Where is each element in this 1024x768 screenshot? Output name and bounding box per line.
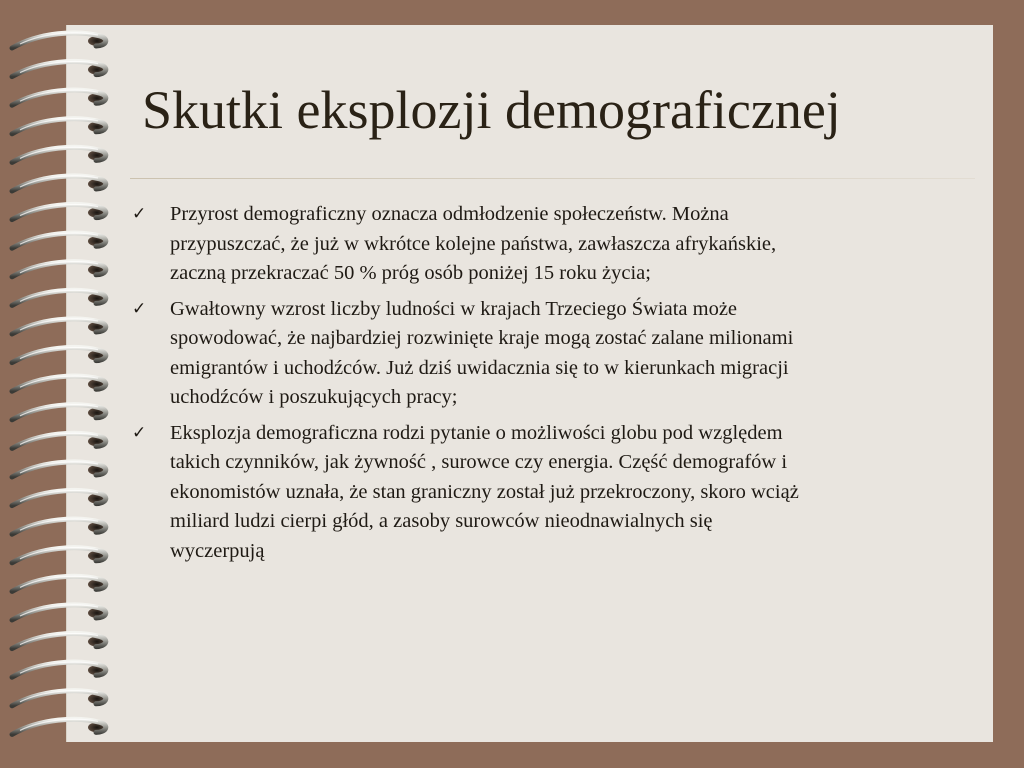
spiral-ring-icon — [12, 662, 106, 677]
spiral-ring-icon — [12, 548, 106, 563]
spiral-ring-icon — [12, 290, 106, 305]
bullet-list — [130, 200, 970, 572]
bullet-line: takich czynników, jak żywność , surowce czy energia. Część demografów i — [170, 451, 788, 473]
spiral-ring-icon — [12, 262, 106, 277]
spiral-ring-icon — [12, 204, 106, 219]
spiral-ring-icon — [12, 405, 106, 420]
spiral-ring-icon — [12, 433, 106, 448]
spiral-ring-icon — [12, 605, 106, 620]
title-divider — [130, 178, 975, 179]
bullet-line: ekonomistów uznała, że stan graniczny został już przekroczony, skoro wciąż — [170, 480, 799, 503]
checkmark-icon: ✓ — [132, 422, 147, 443]
spiral-ring-icon — [12, 147, 106, 162]
bullet-line: Przyrost demograficzny oznacza odmłodzenie społeczeństw. Można — [170, 203, 729, 225]
bullet-item — [130, 295, 970, 413]
bullet-item — [130, 419, 970, 567]
spiral-binding — [0, 0, 134, 768]
spiral-ring-icon — [12, 376, 106, 391]
slide-title: Skutki eksplozji demograficznej — [142, 80, 841, 140]
bullet-line: spowodować, że najbardziej rozwinięte kraje mogą zostać zalane milionami — [170, 327, 794, 349]
spiral-ring-icon — [12, 61, 106, 76]
bullet-line: Gwałtowny wzrost liczby ludności w krajach Trzeciego Świata może — [170, 297, 738, 320]
bullet-line: miliard ludzi cierpi głód, a zasoby surowców nieodnawialnych się — [170, 510, 713, 532]
bullet-line: przypuszczać, że już w wkrótce kolejne państwa, zawłaszcza afrykańskie, — [170, 232, 777, 255]
spiral-ring-icon — [12, 719, 106, 734]
spiral-ring-icon — [12, 119, 106, 134]
spiral-ring-icon — [12, 633, 106, 648]
bullet-item — [130, 200, 970, 289]
bullet-line: Eksplozja demograficzna rodzi pytanie o możliwości globu pod względem — [170, 421, 783, 444]
bullet-line: wyczerpują — [170, 539, 265, 562]
checkmark-icon: ✓ — [132, 298, 147, 319]
checkmark-icon: ✓ — [132, 204, 147, 224]
bullet-line: emigrantów i uchodźców. Już dziś uwidacznia się to w kierunkach migracji — [170, 356, 789, 379]
spiral-ring-icon — [12, 462, 106, 477]
bullet-line: uchodźców i poszukujących pracy; — [170, 386, 458, 408]
spiral-ring-icon — [12, 233, 106, 248]
spiral-ring-icon — [12, 90, 106, 105]
spiral-ring-icon — [12, 33, 106, 48]
spiral-ring-icon — [12, 347, 106, 362]
spiral-ring-icon — [12, 490, 106, 505]
spiral-ring-icon — [12, 519, 106, 534]
spiral-ring-icon — [12, 176, 106, 191]
spiral-ring-icon — [12, 576, 106, 591]
bullet-line: zaczną przekraczać 50 % próg osób poniżej 15 roku życia; — [170, 262, 651, 284]
spiral-ring-icon — [12, 691, 106, 706]
spiral-ring-icon — [12, 319, 106, 334]
